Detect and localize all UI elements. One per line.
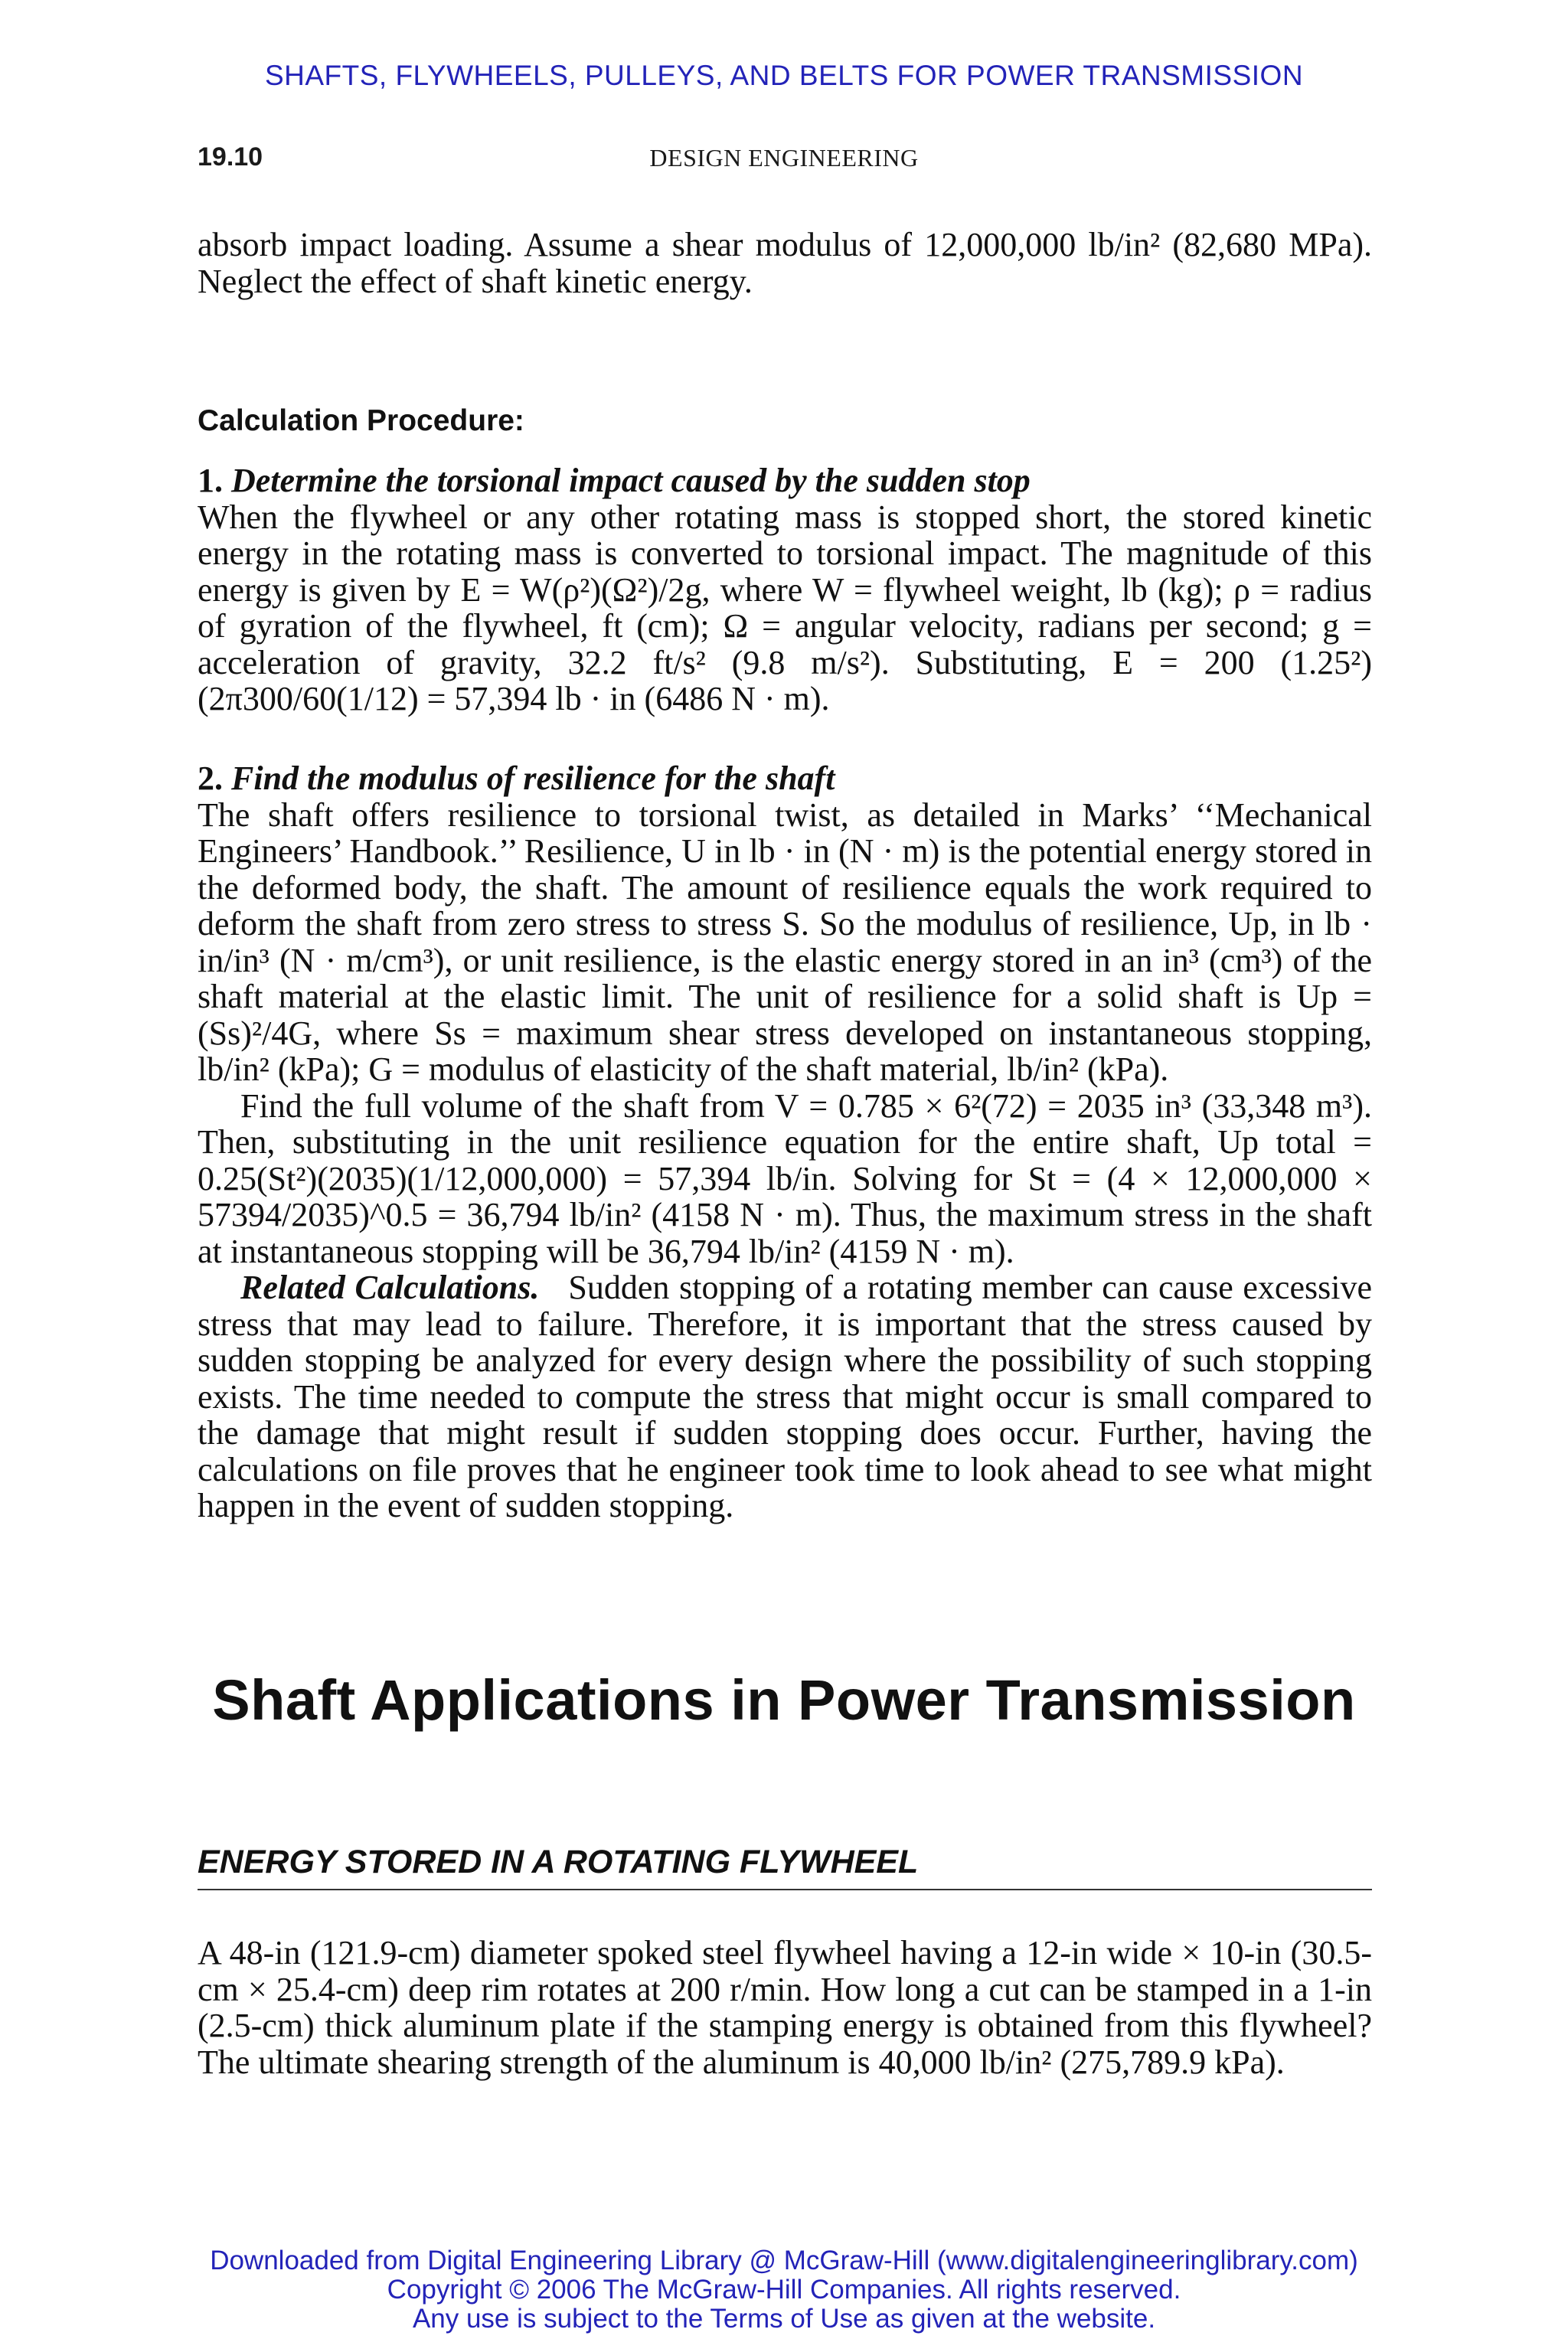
intro-text: absorb impact loading. Assume a shear modulus of 12,000,000 lb/in² (82,680 MPa). Neglect the effect of shaft kinetic energy. (198, 226, 1372, 300)
step-1-number: 1. (198, 462, 223, 499)
problem-subheading: ENERGY STORED IN A ROTATING FLYWHEEL (198, 1844, 1372, 1890)
footer (0, 2246, 1568, 2334)
section-title: Shaft Applications in Power Transmission (212, 1668, 1356, 1732)
footer-copyright: Copyright © 2006 The McGraw-Hill Companies. All rights reserved. (387, 2275, 1181, 2305)
footer-terms: Any use is subject to the Terms of Use as given at the website. (412, 2304, 1156, 2334)
related-calculations-label: Related Calculations. (240, 1269, 540, 1306)
intro-paragraph (198, 227, 1372, 299)
related-calculations-text: Sudden stopping of a rotating member can cause excessive stress that may lead to failure. Therefore, it is important that the stress caused by sudden stopping be analyzed for every design where the possibility of such stopping exists. The time needed to compute the stress that might occur is small compared to the damage that might result if sudden stopping does occur. Further, having the calculations on file proves that he engineer took time to look ahead to see what might happen in the event of sudden stopping. (198, 1269, 1372, 1524)
step-2-title: Find the modulus of resilience for the shaft (231, 760, 835, 797)
step-2-body-continued: Find the full volume of the shaft from V = 0.785 × 6²(72) = 2035 in³ (33,348 m³). Then, substituting in the unit resilience equation for the entire shaft, Up total = 0.25(St²)(2035)(1/12,000,000) = 57,394 lb/in. Solving for St = (4 × 12,000,000 × 57394/2035)^0.5 = 36,794 lb/in² (4158 N · m). Thus, the maximum stress in the shaft at instantaneous stopping will be 36,794 lb/in² (4159 N · m). (198, 1086, 1372, 1270)
problem-paragraph (198, 1935, 1372, 2080)
calculation-procedure-heading: Calculation Procedure: (198, 404, 524, 437)
running-head: SHAFTS, FLYWHEELS, PULLEYS, AND BELTS FOR POWER TRANSMISSION (264, 60, 1304, 91)
step-2-number: 2. (198, 760, 223, 797)
problem-text: A 48-in (121.9-cm) diameter spoked steel flywheel having a 12-in wide × 10-in (30.5-cm × 25.4-cm) deep rim rotates at 200 r/min. How long a cut can be stamped in a 1-in (2.5-cm) thick aluminum plate if the stamping energy is obtained from this flywheel? The ultimate shearing strength of the aluminum is 40,000 lb/in² (275,789.9 kPa). (198, 1934, 1372, 2081)
step-2-block (198, 760, 1372, 1524)
book-section-title: DESIGN ENGINEERING (649, 144, 919, 172)
footer-download-link[interactable]: Downloaded from Digital Engineering Library @ McGraw-Hill (www.digitalengineeringlibrary.com) (210, 2246, 1358, 2275)
step-1-heading (198, 462, 1372, 499)
step-1-title: Determine the torsional impact caused by the sudden stop (231, 462, 1031, 499)
step-1-block (198, 462, 1372, 717)
step-2-body: The shaft offers resilience to torsional twist, as detailed in Marks’ ‘‘Mechanical Engineers’ Handbook.’’ Resilience, U in lb · in (N · m) is the potential energy stored in the deformed body, the shaft. The amount of resilience equals the work required to deform the shaft from zero stress to stress S. So the modulus of resilience, Up, in lb · in/in³ (N · m/cm³), or unit resilience, is the elastic energy stored in an in³ (cm³) of the shaft material at the elastic limit. The unit of resilience for a solid shaft is Up = (Ss)²/4G, where Ss = maximum shear stress developed on instantaneous stopping, lb/in² (kPa); G = modulus of elasticity of the shaft material, lb/in² (kPa). (198, 795, 1372, 1088)
related-calculations-paragraph (198, 1269, 1372, 1524)
step-1-body: When the flywheel or any other rotating mass is stopped short, the stored kinetic energy in the rotating mass is converted to torsional impact. The magnitude of this energy is given by E = W(ρ²)(Ω²)/2g, where W = flywheel weight, lb (kg); ρ = radius of gyration of the flywheel, ft (cm); Ω = angular velocity, radians per second; g = acceleration of gravity, 32.2 ft/s² (9.8 m/s²). Substituting, E = 200 (1.25²)(2π300/60(1/12) = 57,394 lb · in (6486 N · m). (198, 498, 1372, 717)
page-number: 19.10 (198, 142, 263, 172)
step-2-heading (198, 760, 1372, 797)
